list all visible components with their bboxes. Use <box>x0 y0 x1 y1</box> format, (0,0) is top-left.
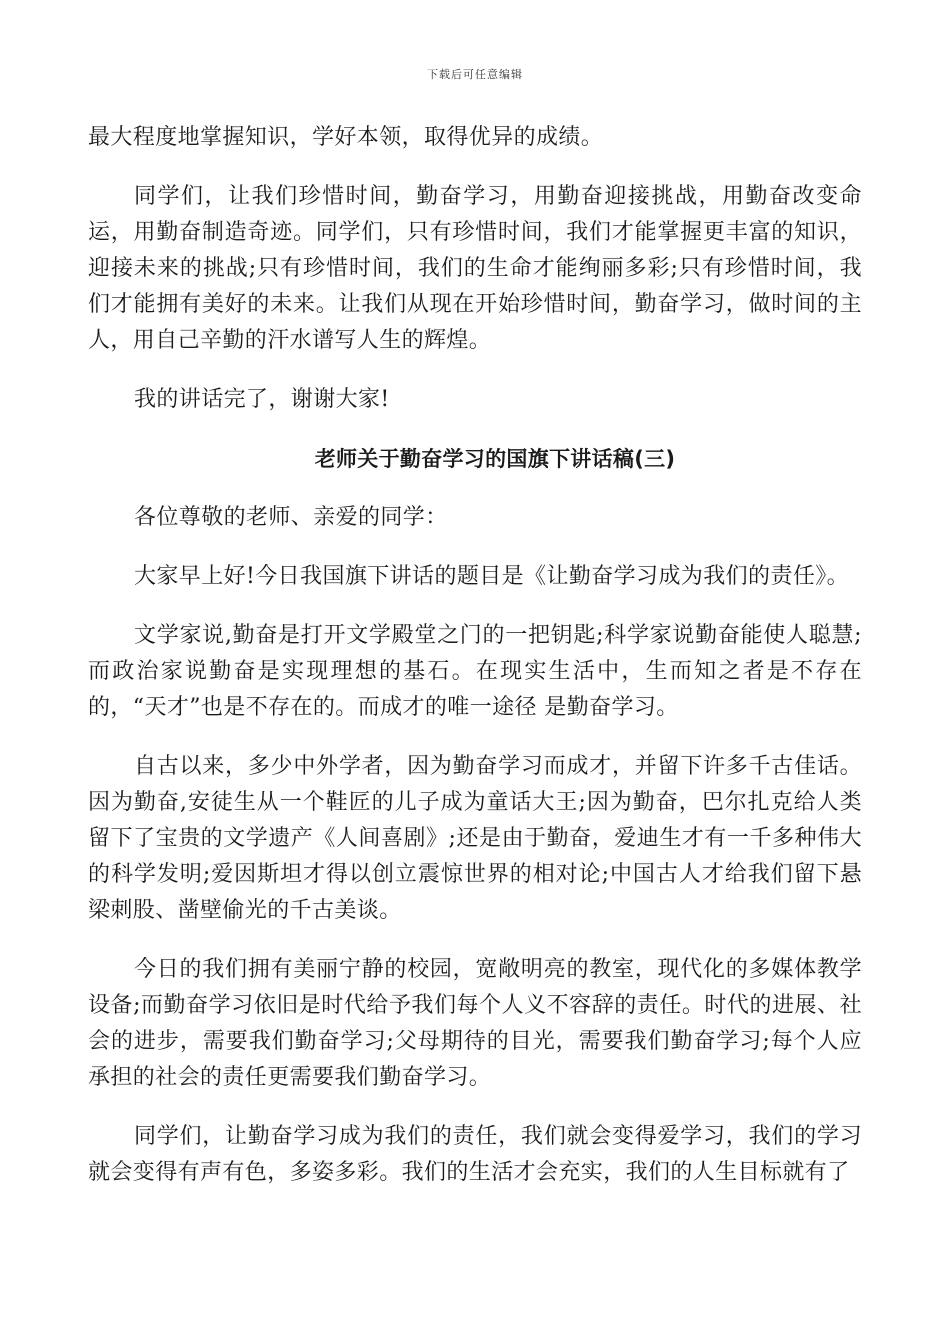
paragraph-closing: 我的讲话完了，谢谢大家! <box>134 387 390 412</box>
paragraph-responsibility: 同学们，让勤奋学习成为我们的责任，我们就会变得爱学习，我们的学习就会变得有声有色，多姿多彩。我们的生活才会充实，我们的人生目标就有了 <box>88 1124 862 1185</box>
paragraph-diligence-key: 文学家说,勤奋是打开文学殿堂之门的一把钥匙;科学家说勤奋能使人聪慧;而政治家说勤奋是实现理想的基石。在现实生活中，生而知之者是不存在的，“天才”也是不存在的。而成才的唯一途径 是勤奋学习。 <box>88 623 862 720</box>
paragraph-cherish-time: 同学们，让我们珍惜时间，勤奋学习，用勤奋迎接挑战，用勤奋改变命运，用勤奋制造奇迹。同学们，只有珍惜时间，我们才能掌握更丰富的知识，迎接未来的挑战;只有珍惜时间，我们的生命才能绚丽多彩;只有珍惜时间，我们才能拥有美好的未来。让我们从现在开始珍惜时间，勤奋学习，做时间的主人，用自己辛勤的汗水谱写人生的辉煌。 <box>88 184 862 353</box>
paragraph-greeting: 大家早上好!今日我国旗下讲话的题目是《让勤奋学习成为我们的责任》。 <box>134 564 850 589</box>
paragraph-famous-examples: 自古以来，多少中外学者，因为勤奋学习而成才，并留下许多千古佳话。因为勤奋,安徒生从一个鞋匠的儿子成为童话大王;因为勤奋，巴尔扎克给人类留下了宝贵的文学遗产《人间喜剧》;还是由于勤奋，爱迪生才有一千多种伟大的科学发明;爱因斯坦才得以创立震惊世界的相对论;中国古人才给我们留下悬梁刺股、凿壁偷光的千古美谈。 <box>88 754 862 923</box>
page-header: 下载后可任意编辑 <box>427 68 523 81</box>
section-title: 老师关于勤奋学习的国旗下讲话稿(三) <box>314 447 676 471</box>
paragraph-salutation: 各位尊敬的老师、亲爱的同学： <box>134 505 448 530</box>
document-body <box>88 120 862 1214</box>
paragraph-modern-campus: 今日的我们拥有美丽宁静的校园，宽敞明亮的教室，现代化的多媒体教学设备;而勤奋学习依旧是时代给予我们每个人义不容辞的责任。时代的进展、社会的进步，需要我们勤奋学习;父母期待的目光，需要我们勤奋学习;每个人应承担的社会的责任更需要我们勤奋学习。 <box>88 957 862 1090</box>
paragraph-continuation: 最大程度地掌握知识，学好本领，取得优异的成绩。 <box>88 125 604 150</box>
